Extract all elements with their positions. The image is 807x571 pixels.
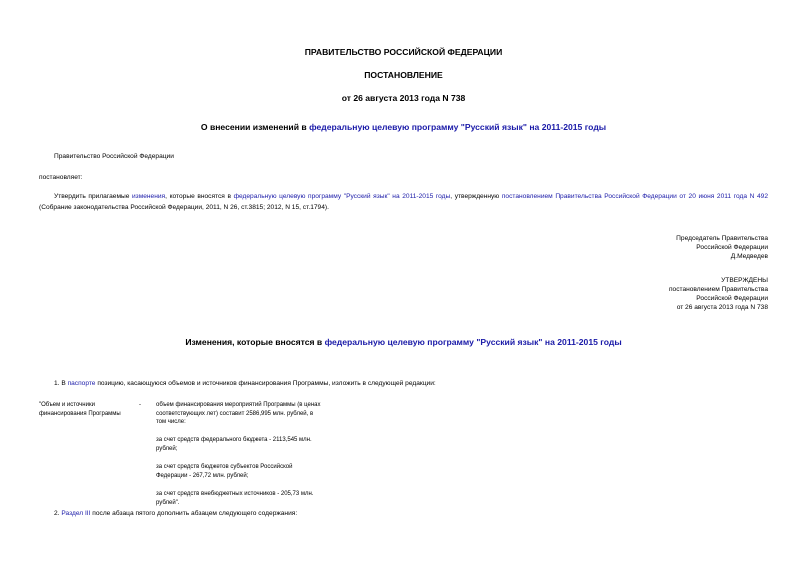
signature-block: Председатель Правительства Российской Федерации Д.Медведев	[676, 235, 768, 260]
decrees-text: постановляет:	[39, 174, 83, 181]
table-left-cell: "Объем и источники финансирования Программы	[39, 402, 121, 417]
item-2: 2. Раздел III после абзаца пятого дополнить абзацем следующего содержания:	[54, 510, 298, 517]
government-heading: ПРАВИТЕЛЬСТВО РОССИЙСКОЙ ФЕДЕРАЦИИ	[304, 47, 503, 57]
title-program-link[interactable]: федеральную целевую программу "Русский язык" на 2011-2015 годы	[309, 122, 607, 132]
changes-program-link[interactable]: федеральную целевую программу "Русский язык" на 2011-2015 годы	[324, 337, 622, 347]
document-date-number: от 26 августа 2013 года N 738	[341, 93, 466, 103]
table-row-federal: за счет средств федерального бюджета - 2113,545 млн. рублей;	[156, 437, 312, 452]
passport-link[interactable]: паспорте	[67, 380, 96, 387]
document-title	[0, 122, 807, 132]
document-type: ПОСТАНОВЛЕНИЕ	[364, 70, 443, 80]
resolution-link[interactable]: постановлением Правительства Российской Федерации от 20 июня 2011 года N 492	[501, 193, 768, 200]
program-link[interactable]: федеральную целевую программу "Русский язык" на 2011-2015 годы	[233, 193, 451, 200]
approval-block: УТВЕРЖДЕНЫ постановлением Правительства Российской Федерации от 26 августа 2013 года N 738	[668, 277, 768, 311]
paragraph-approve: Утвердить прилагаемые изменения, которые вносятся в федеральную целевую программу "Русский язык" на 2011-2015 годы, утвержденную постановлением Правительства Российской Федерации от 20 июня 2011 года N 492 (Собрание законодательства Российской Федерации, 2011, N 26, ст.3815; 2012, N 15, ст.1794).	[39, 193, 768, 211]
title-prefix: О внесении изменений в	[200, 122, 310, 132]
table-row-regional: за счет средств бюджетов субъектов Российской Федерации - 267,72 млн. рублей;	[156, 464, 293, 479]
item-1: 1. В паспорте позицию, касающуюся объемов и источников финансирования Программы, изложить в следующей редакции:	[54, 380, 436, 387]
changes-link[interactable]: изменения	[132, 193, 166, 200]
government-name: Правительство Российской Федерации	[54, 153, 174, 160]
table-row-extrabudgetary: за счет средств внебюджетных источников - 205,73 млн. рублей".	[156, 491, 314, 506]
table-row-total: объем финансирования мероприятий Программы (в ценах соответствующих лет) составит 2586,995 млн. рублей, в том числе:	[156, 402, 321, 425]
section-iii-link[interactable]: Раздел III	[61, 510, 91, 517]
changes-heading: Изменения, которые вносятся в федеральную целевую программу "Русский язык" на 2011-2015 годы	[185, 337, 622, 347]
table-dash: -	[139, 402, 141, 408]
